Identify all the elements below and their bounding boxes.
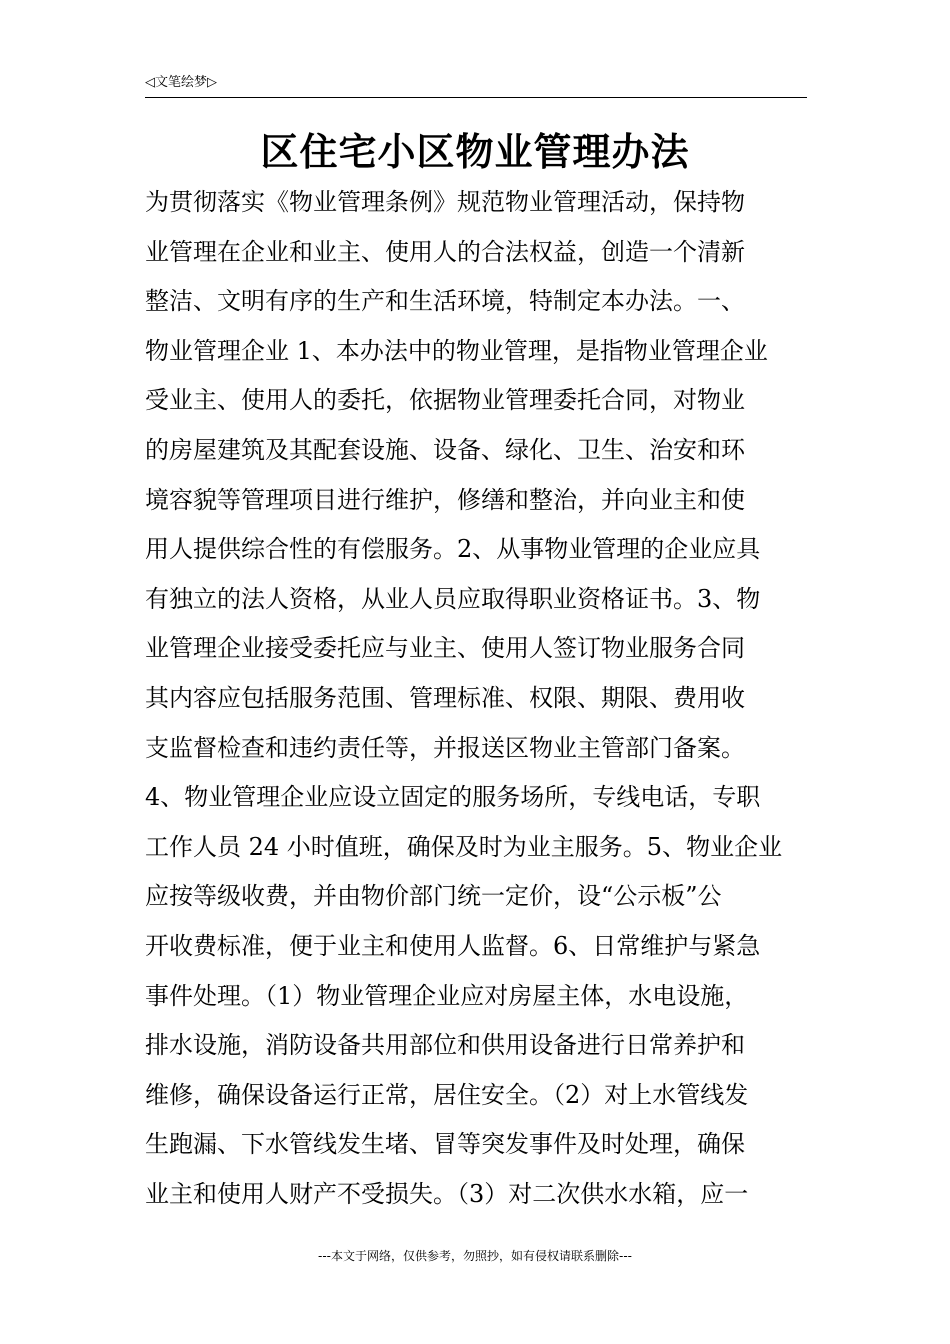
body-line-8: 用人提供综合性的有偿服务。2、从事物业管理的企业应具 <box>145 535 761 564</box>
body-line-17: 事件处理。（1）物业管理企业应对房屋主体，水电设施， <box>145 981 749 1010</box>
body-line-14: 工作人员 24 小时值班，确保及时为业主服务。5、物业企业 <box>145 832 783 861</box>
body-line-21: 业主和使用人财产不受损失。（3）对二次供水水箱，应一 <box>145 1179 749 1208</box>
body-line-20: 生跑漏、下水管线发生堵、冒等突发事件及时处理，确保 <box>145 1130 745 1159</box>
header-label: ◁文笔绘梦▷ <box>145 75 217 90</box>
header-divider <box>145 97 807 98</box>
body-line-19: 维修，确保设备运行正常，居住安全。（2）对上水管线发 <box>145 1080 749 1109</box>
body-line-13: 4、物业管理企业应设立固定的服务场所，专线电话，专职 <box>145 783 761 812</box>
document-title: 区住宅小区物业管理办法 <box>260 130 690 174</box>
body-line-18: 排水设施，消防设备共用部位和供用设备进行日常养护和 <box>145 1031 745 1060</box>
body-line-11: 其内容应包括服务范围、管理标准、权限、期限、费用收 <box>145 683 745 712</box>
document-body <box>145 178 825 1219</box>
body-line-2: 业管理在企业和业主、使用人的合法权益，创造一个清新 <box>145 237 745 266</box>
body-line-1: 为贯彻落实《物业管理条例》规范物业管理活动，保持物 <box>145 188 745 216</box>
body-line-7: 境容貌等管理项目进行维护，修缮和整治，并向业主和使 <box>145 485 745 514</box>
body-line-15: 应按等级收费，并由物价部门统一定价，设“公示板”公 <box>145 882 722 911</box>
body-line-12: 支监督检查和违约责任等，并报送区物业主管部门备案。 <box>145 733 745 762</box>
body-line-10: 业管理企业接受委托应与业主、使用人签订物业服务合同 <box>145 634 745 663</box>
body-line-16: 开收费标准，便于业主和使用人监督。6、日常维护与紧急 <box>145 931 761 960</box>
body-line-5: 受业主、使用人的委托，依据物业管理委托合同，对物业 <box>145 386 745 415</box>
body-line-4: 物业管理企业 1、本办法中的物业管理，是指物业管理企业 <box>145 336 768 365</box>
body-line-6: 的房屋建筑及其配套设施、设备、绿化、卫生、治安和环 <box>145 435 745 464</box>
footer-disclaimer: ---本文于网络，仅供参考，勿照抄，如有侵权请联系删除--- <box>318 1249 632 1263</box>
body-line-3: 整洁、文明有序的生产和生活环境，特制定本办法。一、 <box>145 287 745 316</box>
body-line-9: 有独立的法人资格，从业人员应取得职业资格证书。3、物 <box>145 584 761 613</box>
